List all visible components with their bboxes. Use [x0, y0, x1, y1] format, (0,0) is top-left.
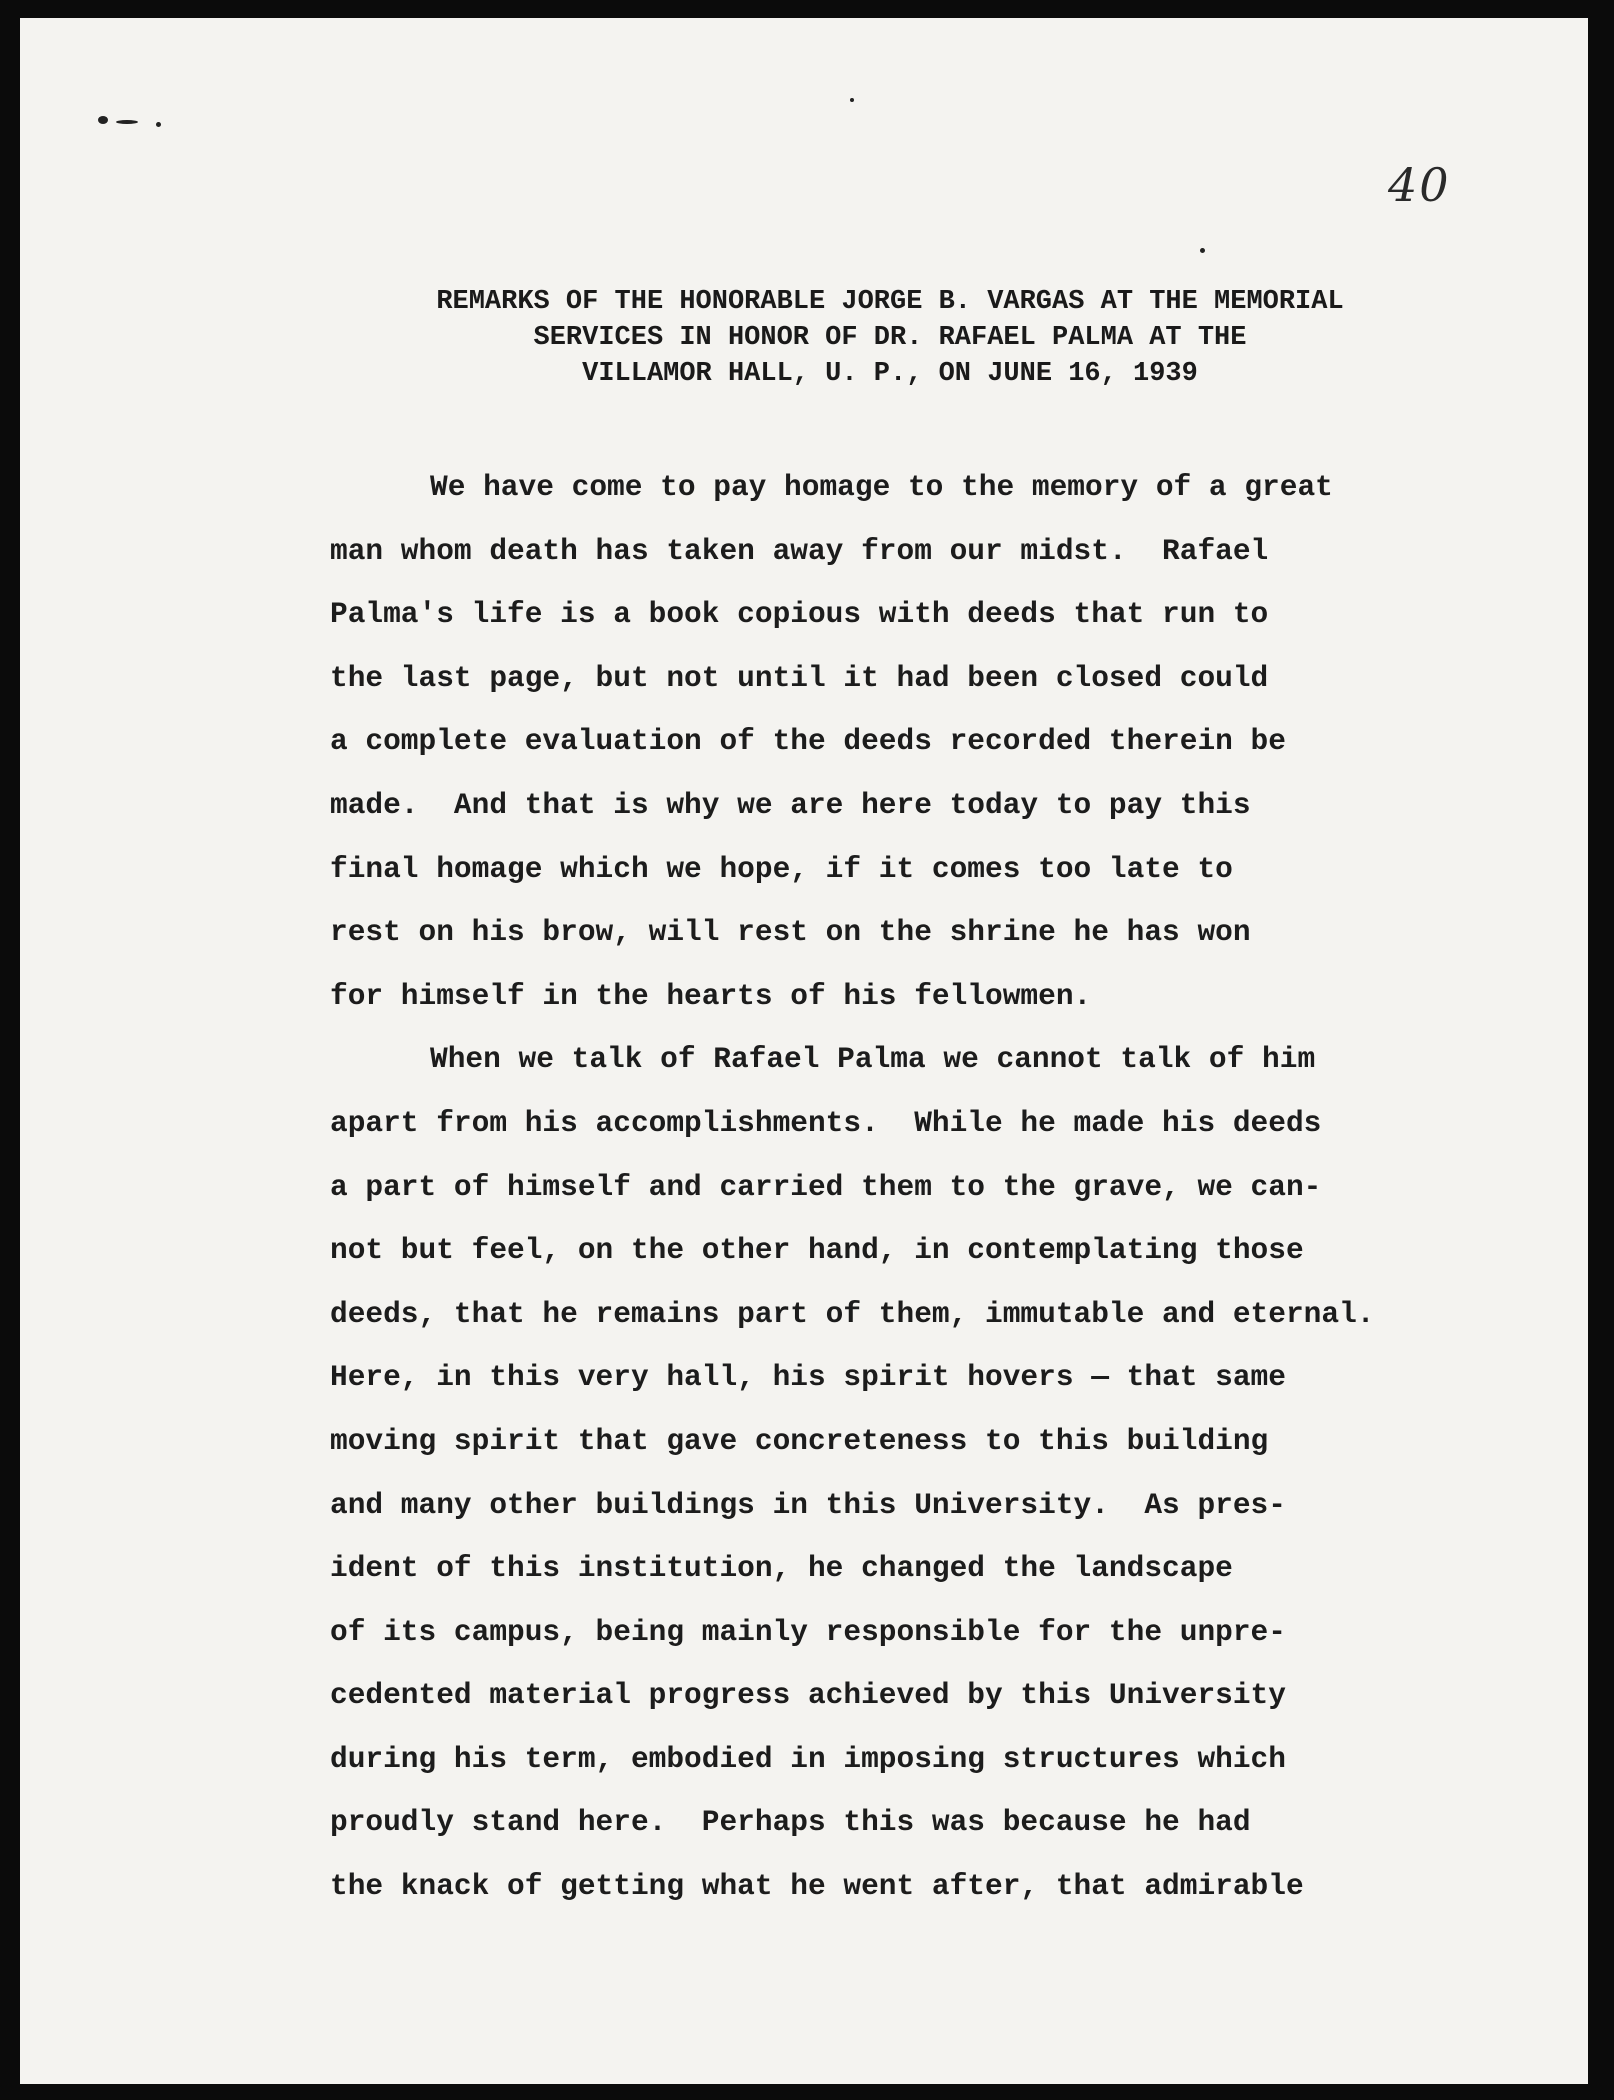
paragraph-line: Palma's life is a book copious with deeds that run to: [330, 597, 1269, 632]
paragraph-line: a complete evaluation of the deeds recorded therein be: [330, 724, 1286, 759]
paragraph-line: the last page, but not until it had been closed could: [330, 660, 1269, 695]
paragraph-line: a part of himself and carried them to the grave, we can-: [330, 1169, 1322, 1204]
paragraph-line: moving spirit that gave concreteness to this building: [330, 1423, 1269, 1458]
paragraph-line: man whom death has taken away from our midst. Rafael: [330, 533, 1269, 568]
paragraph-line: the knack of getting what he went after, that admirable: [330, 1869, 1304, 1904]
page-title: [310, 284, 1470, 392]
scan-speck: [98, 116, 108, 124]
document-page: [20, 18, 1588, 2084]
title-line: SERVICES IN HONOR OF DR. RAFAEL PALMA AT THE: [533, 323, 1247, 353]
paragraph-line: proudly stand here. Perhaps this was because he had: [330, 1805, 1251, 1840]
paragraph-line: final homage which we hope, if it comes too late to: [330, 851, 1233, 886]
paragraph-line: of its campus, being mainly responsible for the unpre-: [330, 1614, 1286, 1649]
scan-speck: [1200, 248, 1205, 253]
paragraph-line: rest on his brow, will rest on the shrine he has won: [330, 915, 1251, 950]
paragraph-line: deeds, that he remains part of them, immutable and eternal.: [330, 1296, 1375, 1331]
title-line: VILLAMOR HALL, U. P., ON JUNE 16, 1939: [582, 359, 1198, 389]
paragraph-line: apart from his accomplishments. While he made his deeds: [330, 1105, 1322, 1140]
paragraph-line: Here, in this very hall, his spirit hovers — that same: [330, 1360, 1286, 1395]
paragraph-line: during his term, embodied in imposing structures which: [330, 1741, 1286, 1776]
paragraph-line: made. And that is why we are here today to pay this: [330, 787, 1251, 822]
paragraph-line: for himself in the hearts of his fellowmen.: [330, 978, 1092, 1013]
paragraph-line: We have come to pay homage to the memory of a great: [430, 470, 1333, 504]
speech-body: [330, 456, 1460, 1919]
page-number: 40: [1388, 158, 1451, 212]
paragraph-line: cedented material progress achieved by this University: [330, 1678, 1286, 1713]
paragraph-line: not but feel, on the other hand, in contemplating those: [330, 1233, 1304, 1268]
paragraph-line: ident of this institution, he changed the landscape: [330, 1551, 1233, 1586]
scan-speck: [156, 122, 161, 127]
scan-speck: [116, 120, 138, 124]
paragraph-line: When we talk of Rafael Palma we cannot talk of him: [430, 1042, 1316, 1077]
scan-speck: [850, 98, 854, 102]
paragraph-line: and many other buildings in this University. As pres-: [330, 1487, 1286, 1522]
title-line: REMARKS OF THE HONORABLE JORGE B. VARGAS AT THE MEMORIAL: [436, 287, 1344, 317]
